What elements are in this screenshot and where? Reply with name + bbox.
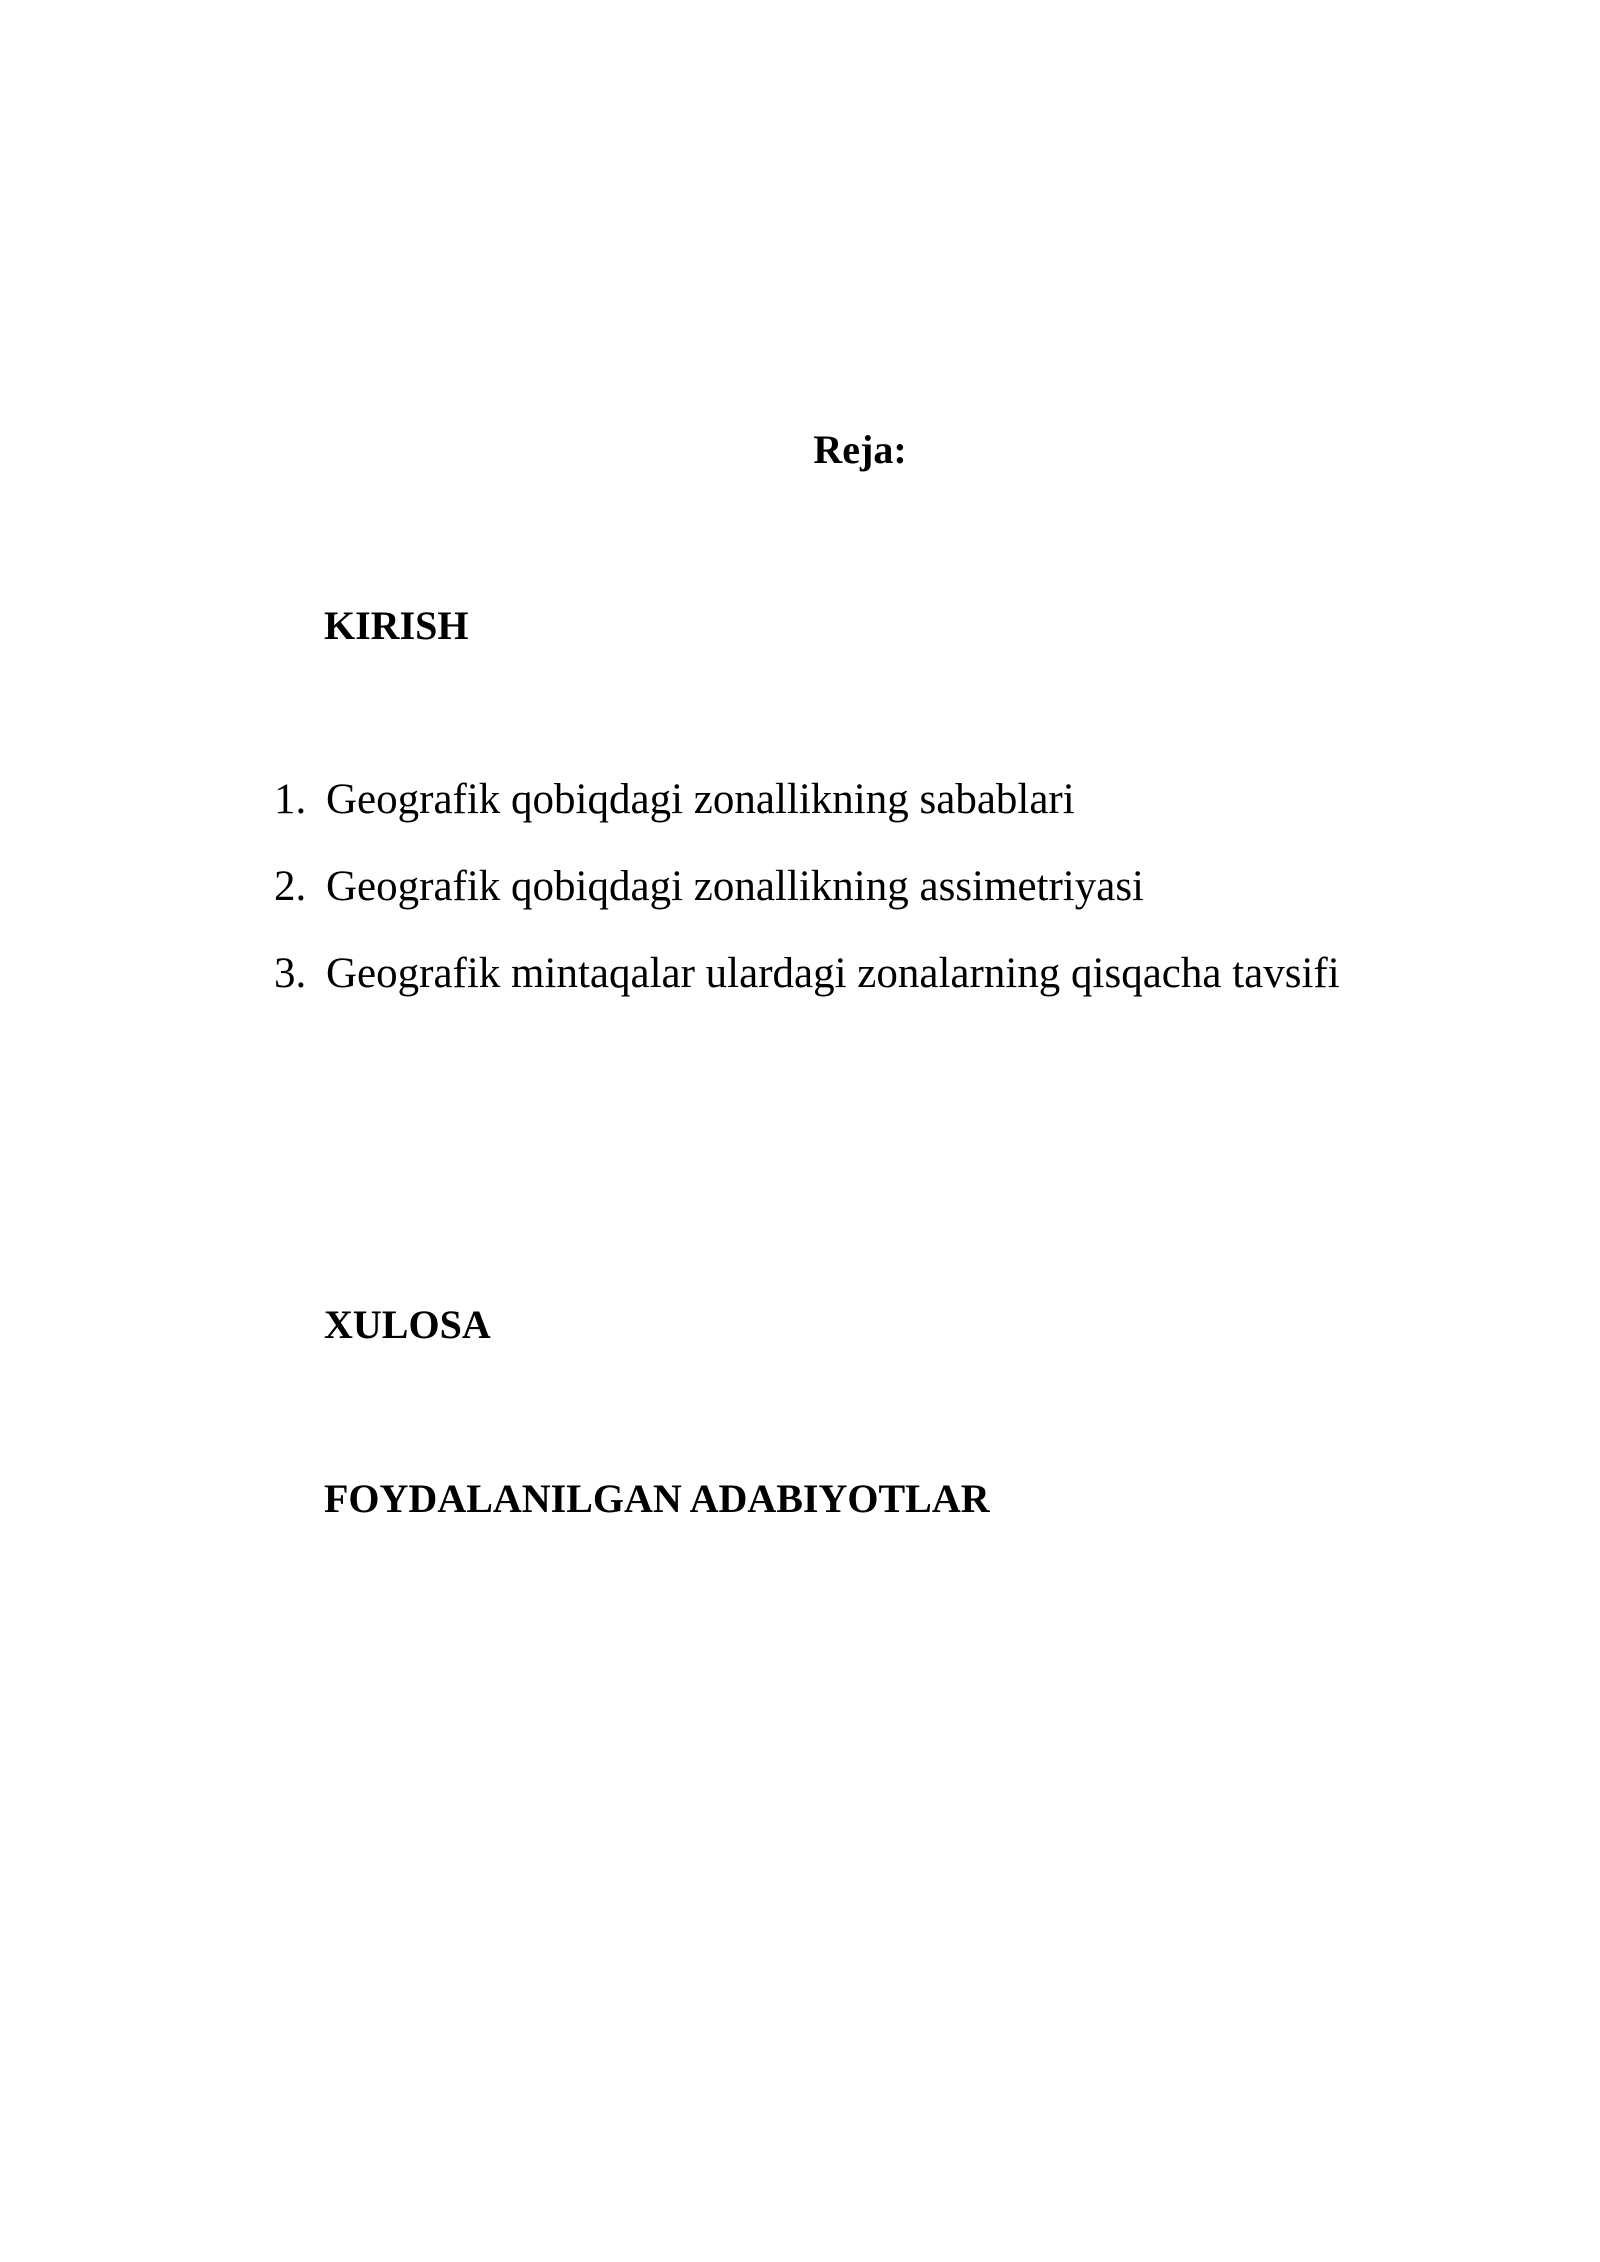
list-item [0,862,1600,949]
list-item [0,775,1600,862]
plan-list [0,775,1600,1036]
references-heading: FOYDALANILGAN ADABIYOTLAR [324,1476,990,1521]
list-item-text: Geografik qobiqdagi zonallikning assimetriyasi [326,863,1145,910]
list-item [0,949,1600,1036]
page-title: Reja: [813,427,907,472]
list-item-number: 2. [274,863,307,910]
intro-heading: KIRISH [324,603,469,648]
list-item-text: Geografik mintaqalar ulardagi zonalarning qisqacha tavsifi [326,950,1340,997]
conclusion-heading: XULOSA [324,1302,491,1347]
list-item-number: 3. [274,950,307,997]
list-item-text: Geografik qobiqdagi zonallikning sabablari [326,776,1075,823]
list-item-number: 1. [274,776,307,823]
